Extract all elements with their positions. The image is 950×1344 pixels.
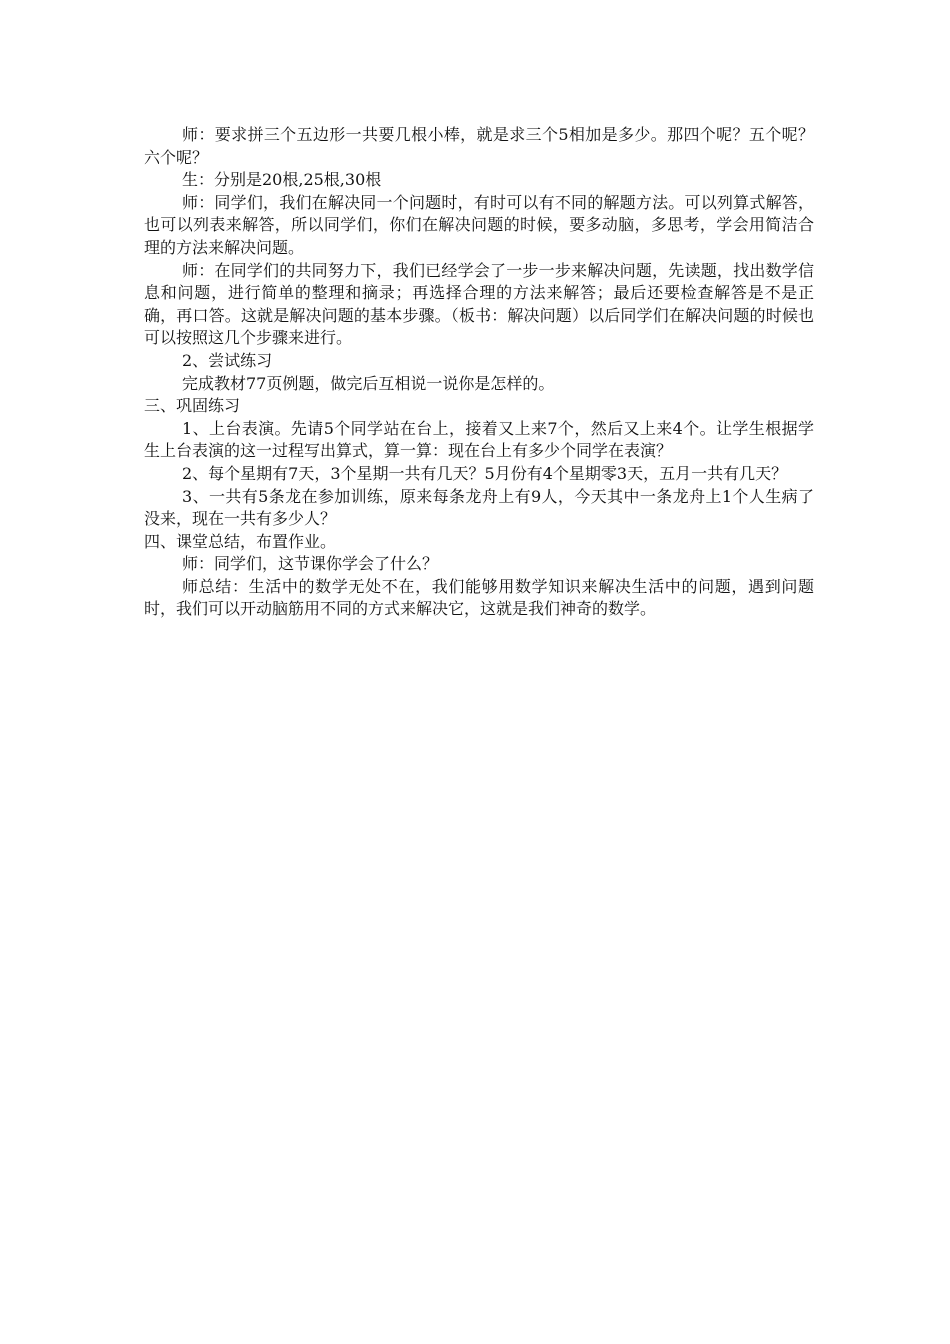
section-heading-summary: 四、课堂总结，布置作业。	[144, 531, 337, 551]
paragraph-teacher-steps: 师：在同学们的共同努力下，我们已经学会了一步一步来解决问题，先读题，找出数学信息和问题，进行简单的整理和摘录；再选择合理的方法来解答；最后还要检查解答是不是正确，再口答。这就是解决问题的基本步骤。（板书：解决问题）以后同学们在解决问题的时候也可以按照这几个步骤来进行。	[144, 260, 814, 348]
paragraph-teacher-question: 师：要求拼三个五边形一共要几根小棒，就是求三个5相加是多少。那四个呢？五个呢？六个呢？	[144, 125, 814, 167]
document-body	[144, 124, 814, 621]
paragraph-teacher-summary: 师总结：生活中的数学无处不在，我们能够用数学知识来解决生活中的问题，遇到问题时，我们可以开动脑筋用不同的方式来解决它，这就是我们神奇的数学。	[144, 576, 814, 619]
exercise-item-2: 2、每个星期有7天，3个星期一共有几天？5月份有4个星期零3天，五月一共有几天？	[182, 463, 788, 483]
exercise-item-1: 1、上台表演。先请5个同学站在台上，接着又上来7个，然后又上来4个。让学生根据学生上台表演的这一过程写出算式，算一算：现在台上有多少个同学在表演？	[144, 418, 814, 461]
subheading-try-practice: 2、尝试练习	[182, 350, 273, 370]
paragraph-teacher-review-question: 师：同学们，这节课你学会了什么？	[182, 554, 439, 574]
exercise-item-3: 3、一共有5条龙在参加训练，原来每条龙舟上有9人，今天其中一条龙舟上1个人生病了没来，现在一共有多少人？	[144, 486, 814, 529]
paragraph-teacher-methods: 师：同学们，我们在解决同一个问题时，有时可以有不同的解题方法。可以列算式解答，也可以列表来解答，所以同学们，你们在解决问题的时候，要多动脑，多思考，学会用简洁合理的方法来解决问题。	[144, 192, 814, 257]
section-heading-consolidation: 三、巩固练习	[144, 396, 241, 416]
paragraph-textbook-example: 完成教材77页例题，做完后互相说一说你是怎样的。	[182, 373, 555, 393]
paragraph-student-answer: 生：分别是20根,25根,30根	[182, 170, 382, 190]
